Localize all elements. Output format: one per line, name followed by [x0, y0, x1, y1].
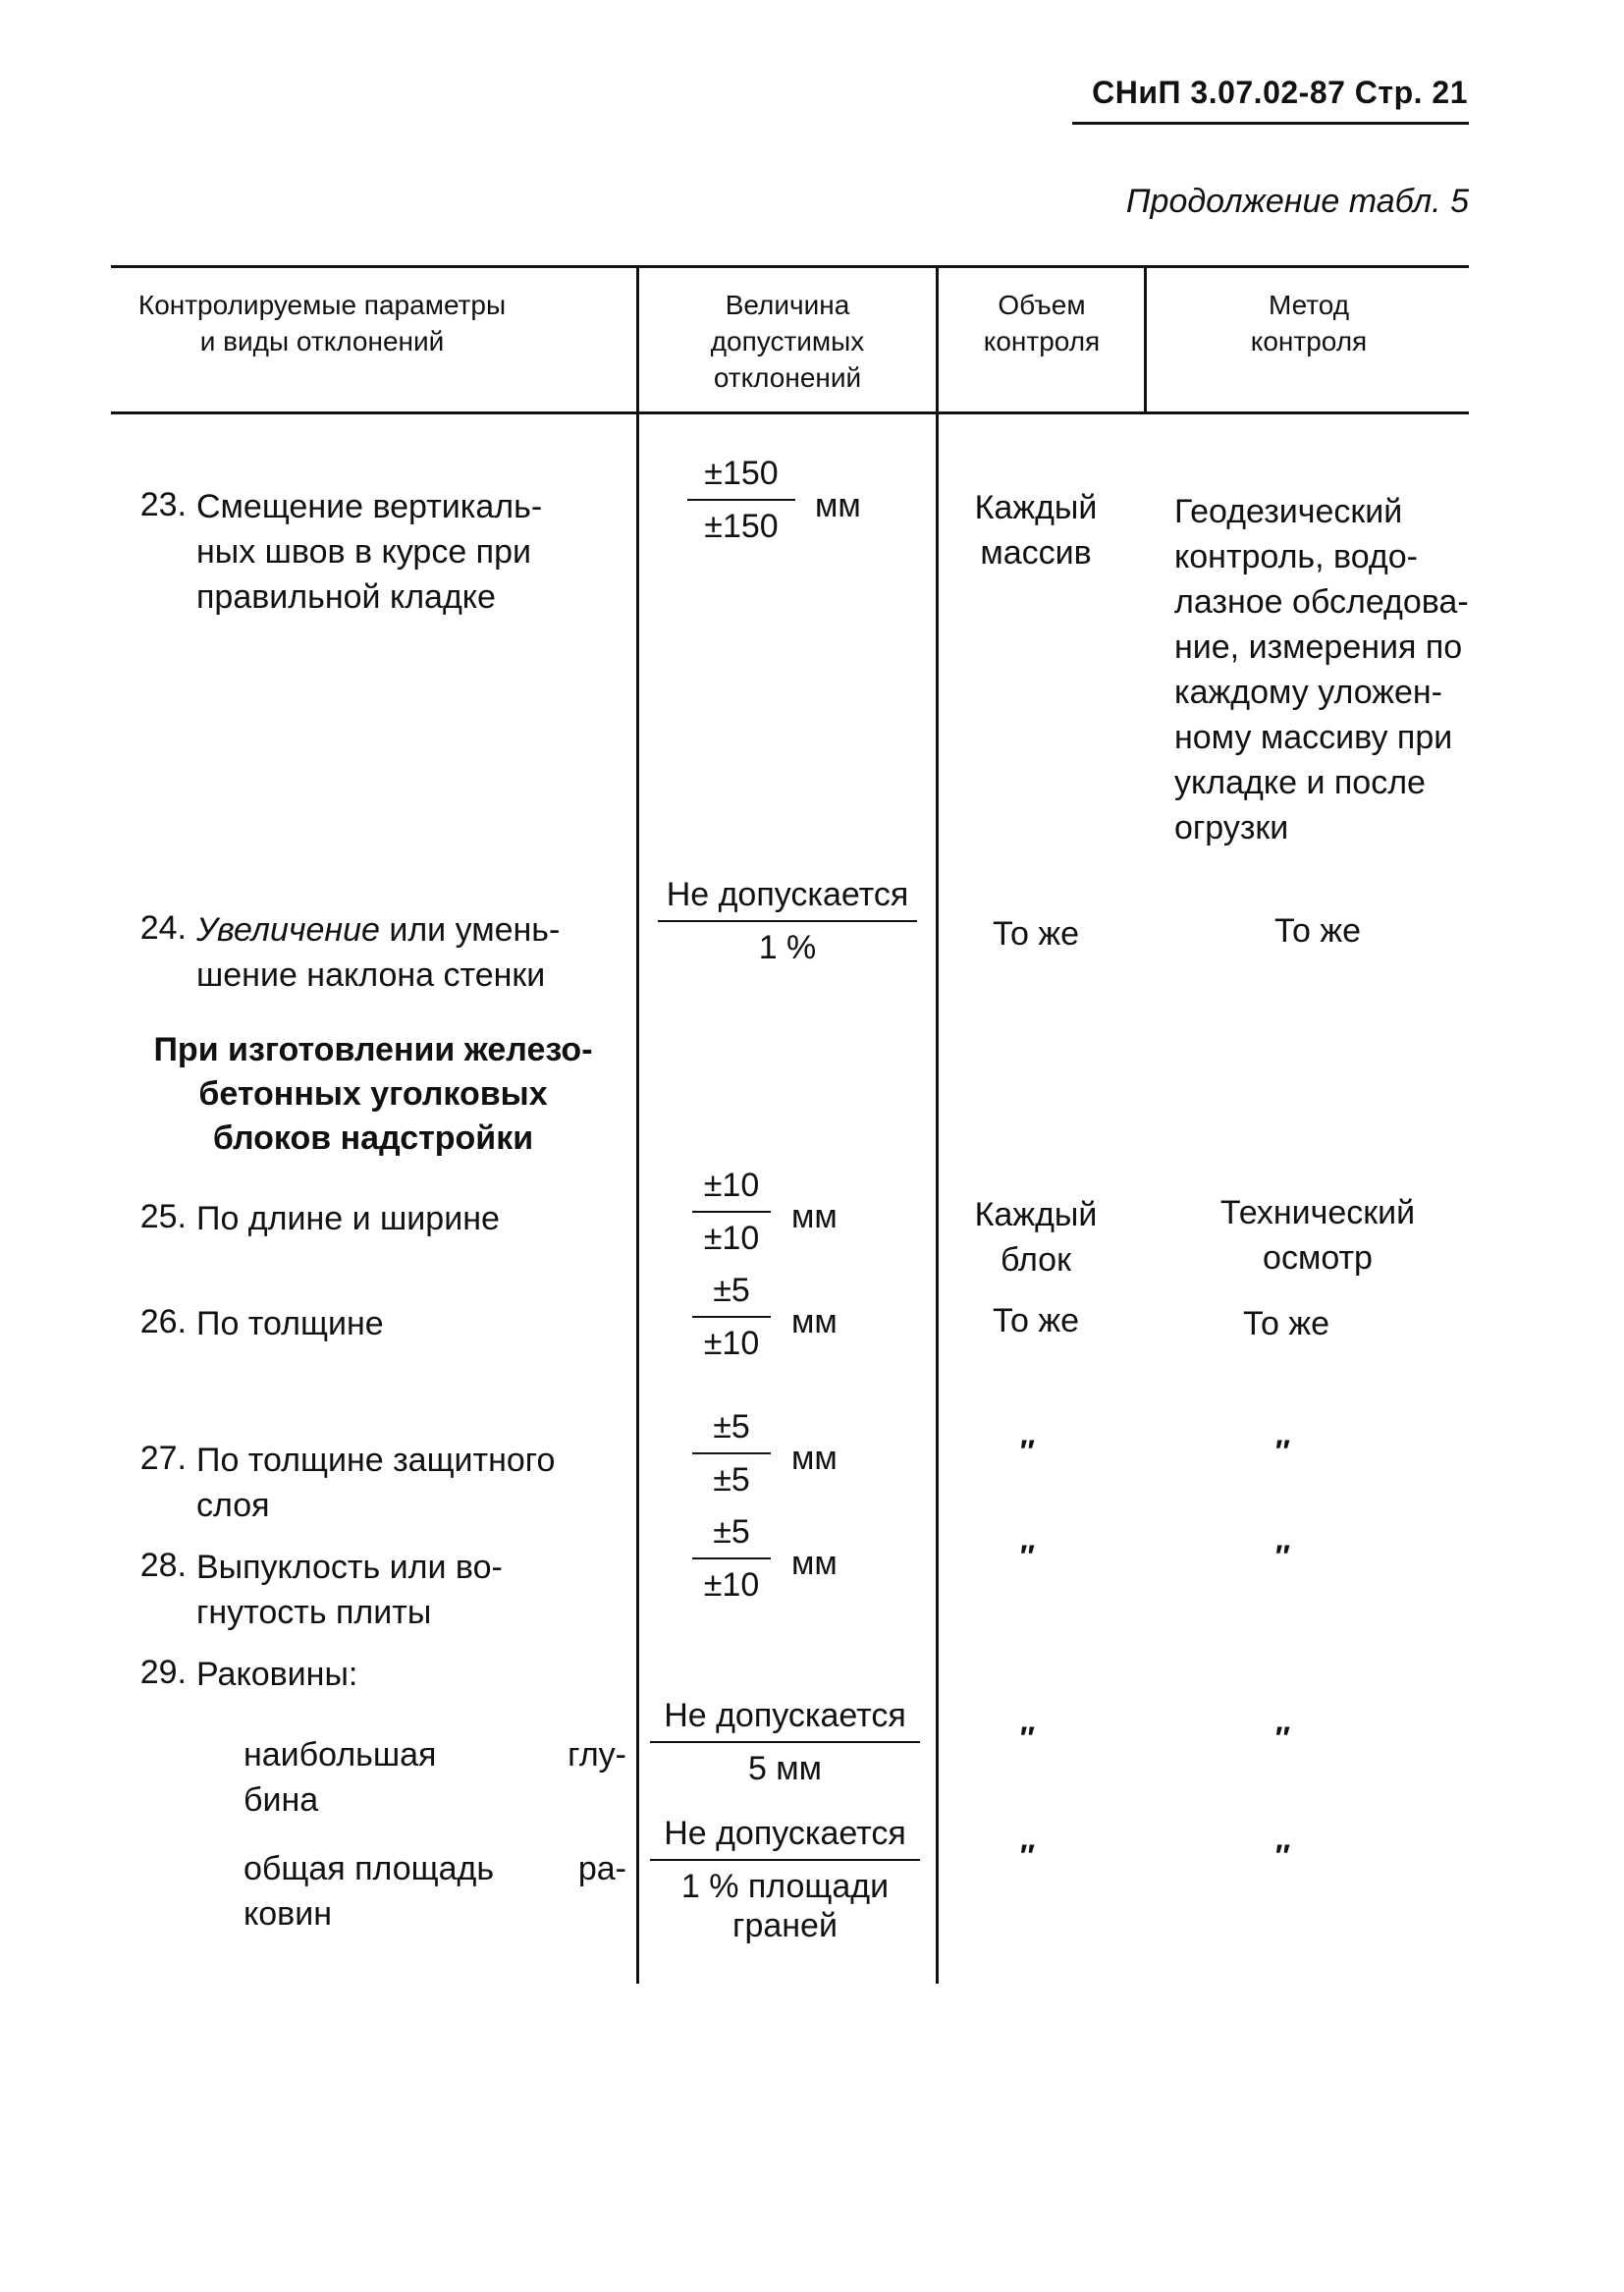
tolerance-fraction [692, 1271, 771, 1363]
fraction-numerator: ±5 [713, 1513, 750, 1551]
row-number: 29. [139, 1654, 187, 1691]
description-line: По толщине защитного [196, 1442, 556, 1479]
method-line: контроль, водо- [1174, 538, 1418, 575]
control-volume: То же [992, 1302, 1080, 1339]
fraction-denominator-line: граней [732, 1907, 838, 1944]
column-header-line: отклонений [713, 362, 862, 393]
fraction-denominator: ±10 [703, 1325, 760, 1362]
fraction-bar [687, 499, 795, 501]
description-line [244, 1732, 626, 1777]
group-heading-line: При изготовлении железо- [153, 1031, 593, 1068]
fraction-numerator: ±5 [713, 1272, 750, 1309]
fraction-denominator: ±5 [713, 1461, 750, 1499]
group-heading-line: блоков надстройки [212, 1119, 534, 1157]
control-method [1174, 489, 1494, 850]
method-line: ному массиву при [1174, 719, 1453, 756]
fraction-bar [650, 1741, 920, 1743]
method-line: Геодезический [1174, 493, 1403, 530]
ditto-mark-method: ″ [1273, 1720, 1289, 1756]
fraction-numerator: ±10 [703, 1167, 760, 1204]
column-header-line: допустимых [710, 326, 865, 356]
description-italic-word: Увеличение [196, 911, 380, 949]
ditto-mark-volume: ″ [1018, 1838, 1034, 1874]
ditto-mark-method: ″ [1273, 1539, 1289, 1574]
column-divider-3 [1144, 265, 1147, 414]
method-line: укладке и после [1174, 764, 1426, 801]
control-volume [943, 485, 1129, 575]
description-line: Выпуклость или во- [196, 1549, 503, 1586]
row-description: По длине и ширине [196, 1200, 500, 1237]
method-line: лазное обследова- [1174, 583, 1469, 621]
tolerance-fraction [692, 1407, 771, 1500]
method-line: осмотр [1263, 1239, 1373, 1277]
column-divider-1 [636, 265, 639, 1984]
volume-line: Каждый [974, 1196, 1098, 1233]
fraction-bar [650, 1859, 920, 1861]
fraction-bar [692, 1557, 771, 1559]
description-line [244, 1846, 626, 1891]
fraction-numerator: Не допускается [664, 1697, 906, 1734]
volume-line: Каждый [974, 489, 1098, 526]
row-number: 23. [139, 486, 187, 523]
tolerance-fraction [648, 875, 927, 967]
ditto-mark-volume: ″ [1018, 1539, 1034, 1574]
column-header-line: Величина [725, 290, 850, 320]
fraction-bar [658, 920, 917, 922]
column-divider-2 [936, 265, 939, 1984]
table-header-bottom-rule [111, 411, 1469, 414]
ditto-mark-method: ″ [1273, 1434, 1289, 1469]
fraction-denominator-line: 1 % площади [680, 1868, 890, 1905]
control-method [1170, 1190, 1465, 1281]
row-number: 27. [139, 1440, 187, 1477]
column-header-line: контроля [983, 326, 1101, 356]
column-header-parameters [116, 287, 528, 359]
description-line: правильной кладке [196, 578, 496, 616]
method-line: огрузки [1174, 809, 1289, 846]
description-line: Смещение вертикаль- [196, 488, 543, 525]
column-header-line: и виды отклонений [199, 326, 445, 356]
ditto-mark-method: ″ [1273, 1838, 1289, 1874]
row-description [196, 484, 628, 620]
tolerance-fraction [640, 1814, 930, 1945]
method-line: Технический [1219, 1194, 1416, 1231]
fraction-denominator: ±10 [703, 1566, 760, 1604]
row-description: Раковины: [196, 1656, 358, 1693]
ditto-mark-volume: ″ [1018, 1720, 1034, 1756]
tolerance-fraction [687, 454, 795, 546]
row-description [196, 907, 628, 998]
description-line: бина [244, 1781, 319, 1819]
description-word-group: глу- [568, 1736, 626, 1774]
header-underline [1072, 122, 1469, 125]
column-header-line: контроля [1250, 326, 1368, 356]
row-description [196, 1438, 628, 1528]
group-heading-line: бетонных уголковых [198, 1075, 548, 1113]
volume-line: блок [1001, 1241, 1071, 1279]
tolerance-fraction [692, 1512, 771, 1605]
document-reference: СНиП 3.07.02-87 Стр. 21 [1092, 75, 1468, 110]
sub-item-description [244, 1846, 626, 1937]
tolerance-unit: мм [791, 1198, 838, 1235]
fraction-denominator: 5 мм [747, 1750, 823, 1787]
column-header-volume [941, 287, 1143, 359]
method-line: каждому уложен- [1174, 674, 1442, 711]
volume-line: массив [980, 534, 1092, 572]
row-number: 25. [139, 1198, 187, 1235]
description-line: шение наклона стенки [196, 956, 546, 994]
description-text: или умень- [379, 911, 561, 949]
row-number: 24. [139, 909, 187, 947]
control-method: То же [1242, 1305, 1330, 1342]
table-continuation-caption: Продолжение табл. 5 [1125, 183, 1469, 220]
column-header-method [1149, 287, 1469, 359]
table-top-rule [111, 265, 1469, 268]
ditto-mark-volume: ″ [1018, 1434, 1034, 1469]
fraction-numerator: Не допускается [664, 1815, 906, 1852]
method-line: ние, измерения по [1174, 628, 1463, 666]
fraction-bar [692, 1316, 771, 1318]
description-word-group: общая площадь [244, 1850, 495, 1887]
control-volume: То же [992, 915, 1080, 953]
fraction-denominator: ±10 [703, 1220, 760, 1257]
tolerance-unit: мм [791, 1440, 838, 1477]
fraction-denominator: ±150 [704, 508, 779, 545]
row-number: 26. [139, 1303, 187, 1340]
row-number: 28. [139, 1547, 187, 1584]
description-line: гнутость плиты [196, 1594, 432, 1631]
column-header-line: Метод [1268, 290, 1350, 320]
description-line: слоя [196, 1487, 270, 1524]
description-line [196, 907, 628, 953]
fraction-numerator: Не допускается [666, 876, 909, 913]
column-header-line: Объем [998, 290, 1086, 320]
fraction-bar [692, 1452, 771, 1454]
control-volume [943, 1192, 1129, 1282]
fraction-denominator: 1 % [758, 929, 817, 966]
fraction-numerator: ±5 [713, 1408, 750, 1446]
column-header-tolerance [640, 287, 935, 396]
description-word-group: наибольшая [244, 1736, 437, 1774]
description-line: ных швов в курсе при [196, 533, 531, 571]
description-line: ковин [244, 1895, 332, 1933]
group-heading [118, 1028, 628, 1161]
row-description: По толщине [196, 1305, 384, 1342]
tolerance-fraction [640, 1696, 930, 1788]
description-word-group: ра- [577, 1850, 626, 1887]
control-method: То же [1273, 912, 1362, 950]
tolerance-unit: мм [815, 487, 861, 524]
fraction-bar [692, 1211, 771, 1213]
tolerance-unit: мм [791, 1303, 838, 1340]
sub-item-description [244, 1732, 626, 1823]
tolerance-unit: мм [791, 1545, 838, 1582]
row-description [196, 1545, 628, 1635]
fraction-numerator: ±150 [704, 455, 779, 492]
tolerance-fraction [692, 1166, 771, 1258]
column-header-line: Контролируемые параметры [137, 290, 507, 320]
